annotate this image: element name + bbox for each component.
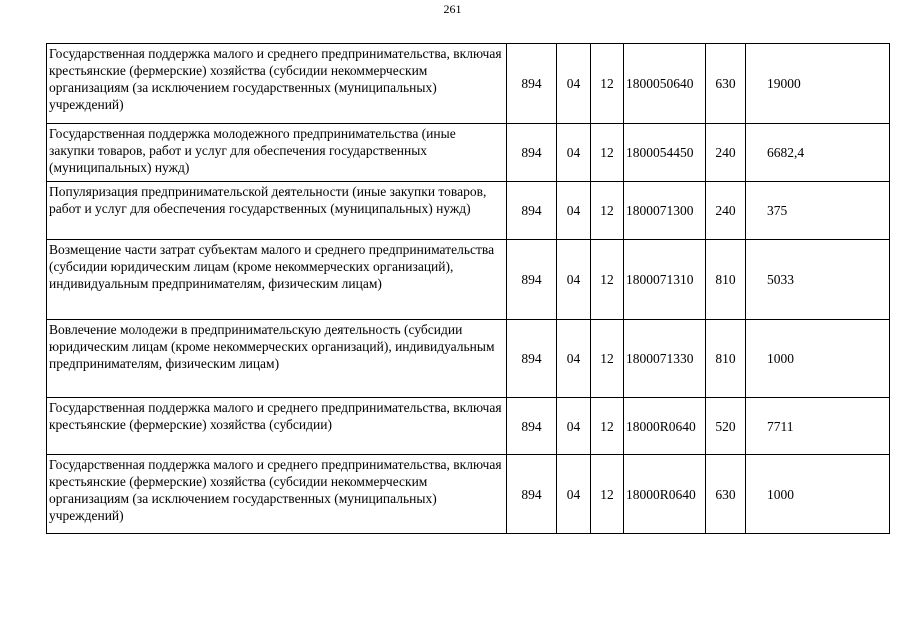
row-subsection-code: 12	[591, 320, 624, 398]
row-target-code: 1800071330	[624, 320, 706, 398]
row-description: Государственная поддержка малого и среднего предпринимательства, включая крестьянские (фермерские) хозяйства (субсидии)	[47, 398, 507, 455]
table-row	[47, 124, 890, 182]
row-target-code: 18000R0640	[624, 398, 706, 455]
row-expense-type: 630	[706, 44, 746, 124]
table-row	[47, 182, 890, 240]
row-section-code: 04	[557, 398, 591, 455]
row-admin-code: 894	[507, 240, 557, 320]
row-description: Возмещение части затрат субъектам малого и среднего предпринимательства (субсидии юридическим лицам (кроме некоммерческих организаций), индивидуальным предпринимателям, физическим лицам)	[47, 240, 507, 320]
row-section-code: 04	[557, 182, 591, 240]
row-admin-code: 894	[507, 44, 557, 124]
row-amount: 5033	[746, 240, 890, 320]
row-section-code: 04	[557, 320, 591, 398]
row-target-code: 1800054450	[624, 124, 706, 182]
row-admin-code: 894	[507, 455, 557, 534]
row-section-code: 04	[557, 240, 591, 320]
row-admin-code: 894	[507, 320, 557, 398]
row-target-code: 18000R0640	[624, 455, 706, 534]
row-expense-type: 810	[706, 320, 746, 398]
table-row	[47, 44, 890, 124]
row-description: Государственная поддержка молодежного предпринимательства (иные закупки товаров, работ и услуг для обеспечения государственных (муниципальных) нужд)	[47, 124, 507, 182]
row-admin-code: 894	[507, 124, 557, 182]
row-amount: 6682,4	[746, 124, 890, 182]
row-target-code: 1800071300	[624, 182, 706, 240]
row-amount: 7711	[746, 398, 890, 455]
budget-table	[46, 43, 890, 534]
row-expense-type: 520	[706, 398, 746, 455]
row-section-code: 04	[557, 124, 591, 182]
page-number: 261	[443, 2, 462, 16]
row-subsection-code: 12	[591, 240, 624, 320]
row-subsection-code: 12	[591, 124, 624, 182]
row-amount: 1000	[746, 455, 890, 534]
row-section-code: 04	[557, 455, 591, 534]
row-subsection-code: 12	[591, 398, 624, 455]
row-description: Популяризация предпринимательской деятельности (иные закупки товаров, работ и услуг для обеспечения государственных (муниципальных) нужд)	[47, 182, 507, 240]
row-expense-type: 240	[706, 124, 746, 182]
row-amount: 19000	[746, 44, 890, 124]
row-target-code: 1800071310	[624, 240, 706, 320]
table-row	[47, 240, 890, 320]
row-amount: 1000	[746, 320, 890, 398]
row-admin-code: 894	[507, 182, 557, 240]
row-description: Вовлечение молодежи в предпринимательскую деятельность (субсидии юридическим лицам (кроме некоммерческих организаций), индивидуальным предпринимателям, физическим лицам)	[47, 320, 507, 398]
row-target-code: 1800050640	[624, 44, 706, 124]
row-expense-type: 630	[706, 455, 746, 534]
row-expense-type: 810	[706, 240, 746, 320]
row-expense-type: 240	[706, 182, 746, 240]
row-subsection-code: 12	[591, 182, 624, 240]
table-row	[47, 398, 890, 455]
row-admin-code: 894	[507, 398, 557, 455]
row-subsection-code: 12	[591, 44, 624, 124]
row-description: Государственная поддержка малого и среднего предпринимательства, включая крестьянские (фермерские) хозяйства (субсидии некоммерческим организациям (за исключением государственных (муниципальных) учреждений)	[47, 44, 507, 124]
table-row	[47, 320, 890, 398]
table-row	[47, 455, 890, 534]
row-amount: 375	[746, 182, 890, 240]
row-subsection-code: 12	[591, 455, 624, 534]
row-description: Государственная поддержка малого и среднего предпринимательства, включая крестьянские (фермерские) хозяйства (субсидии некоммерческим организациям (за исключением государственных (муниципальных) учреждений)	[47, 455, 507, 534]
row-section-code: 04	[557, 44, 591, 124]
